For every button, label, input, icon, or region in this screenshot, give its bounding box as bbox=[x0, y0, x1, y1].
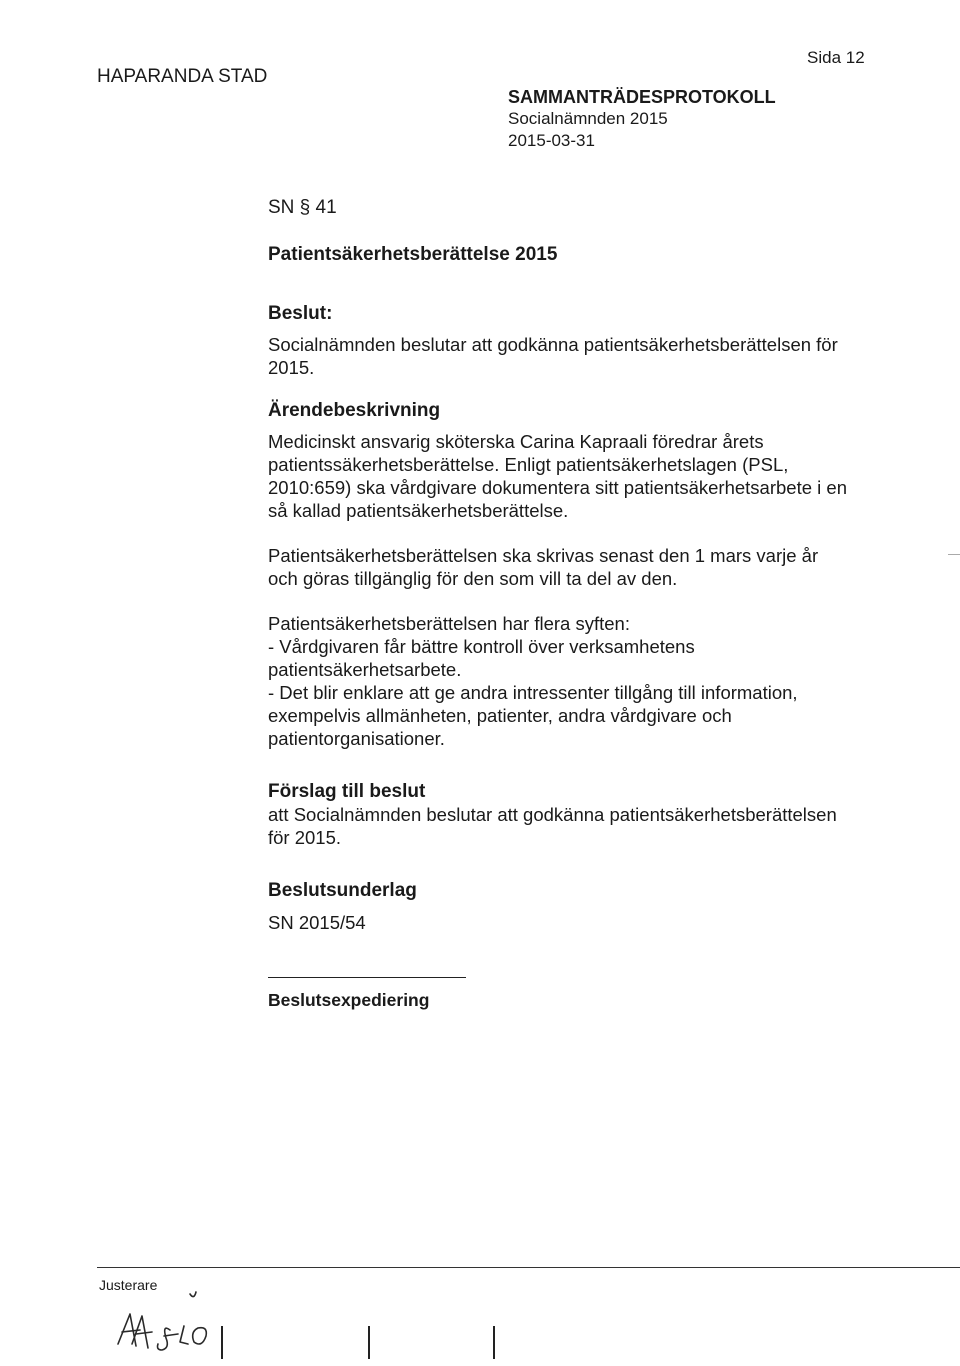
footer-divider bbox=[97, 1267, 960, 1268]
proposal-line: att Socialnämnden beslutar att godkänna patientsäkerhetsberättelsen bbox=[268, 804, 837, 825]
organization-name: HAPARANDA STAD bbox=[97, 66, 268, 87]
signature-line-2 bbox=[368, 1326, 370, 1359]
decision-line: 2015. bbox=[268, 357, 315, 378]
paragraph-line: så kallad patientsäkerhetsberättelse. bbox=[268, 500, 569, 521]
case-paragraph-2 bbox=[268, 544, 868, 590]
section-divider bbox=[268, 977, 466, 978]
signature-line-3 bbox=[493, 1326, 495, 1359]
committee-name: Socialnämnden 2015 bbox=[508, 109, 668, 128]
case-paragraph-3 bbox=[268, 612, 868, 750]
handwritten-initials bbox=[112, 1286, 222, 1358]
case-paragraph-1 bbox=[268, 430, 868, 522]
paragraph-line: Medicinskt ansvarig sköterska Carina Kapraali föredrar årets bbox=[268, 431, 764, 452]
section-title: Patientsäkerhetsberättelse 2015 bbox=[268, 244, 558, 265]
protocol-header bbox=[508, 86, 776, 152]
protocol-title: SAMMANTRÄDESPROTOKOLL bbox=[508, 87, 776, 107]
paragraph-line: patientorganisationer. bbox=[268, 728, 445, 749]
case-description-heading: Ärendebeskrivning bbox=[268, 400, 441, 421]
paragraph-line: 2010:659) ska vårdgivare dokumentera sitt patientsäkerhetsarbete i en bbox=[268, 477, 847, 498]
decision-heading: Beslut: bbox=[268, 303, 333, 324]
basis-reference: SN 2015/54 bbox=[268, 912, 366, 933]
dispatch-heading: Beslutsexpediering bbox=[268, 990, 430, 1010]
page-number: Sida 12 bbox=[807, 48, 865, 67]
paragraph-line: Patientsäkerhetsberättelsen ska skrivas senast den 1 mars varje år bbox=[268, 545, 819, 566]
decision-line: Socialnämnden beslutar att godkänna patientsäkerhetsberättelsen för bbox=[268, 334, 838, 355]
protocol-body bbox=[268, 196, 868, 934]
proposal-line: för 2015. bbox=[268, 827, 342, 848]
section-number: SN § 41 bbox=[268, 197, 337, 218]
paragraph-line: - Vårdgivaren får bättre kontroll över verksamhetens bbox=[268, 636, 695, 657]
paragraph-line: Patientsäkerhetsberättelsen har flera syften: bbox=[268, 613, 630, 634]
meeting-date: 2015-03-31 bbox=[508, 131, 595, 150]
proposal-text bbox=[268, 803, 868, 849]
paragraph-line: och göras tillgänglig för den som vill ta del av den. bbox=[268, 568, 678, 589]
paragraph-line: patientssäkerhetsberättelse. Enligt patientsäkerhetslagen (PSL, bbox=[268, 454, 789, 475]
signature-line-1 bbox=[221, 1326, 223, 1359]
adjuster-label: Justerare bbox=[99, 1277, 158, 1293]
paragraph-line: exempelvis allmänheten, patienter, andra vårdgivare och bbox=[268, 705, 732, 726]
paragraph-line: patientsäkerhetsarbete. bbox=[268, 659, 462, 680]
proposal-heading: Förslag till beslut bbox=[268, 781, 426, 802]
scan-mark bbox=[948, 554, 960, 555]
basis-heading: Beslutsunderlag bbox=[268, 880, 417, 901]
paragraph-line: - Det blir enklare att ge andra intressenter tillgång till information, bbox=[268, 682, 798, 703]
decision-text bbox=[268, 333, 868, 379]
